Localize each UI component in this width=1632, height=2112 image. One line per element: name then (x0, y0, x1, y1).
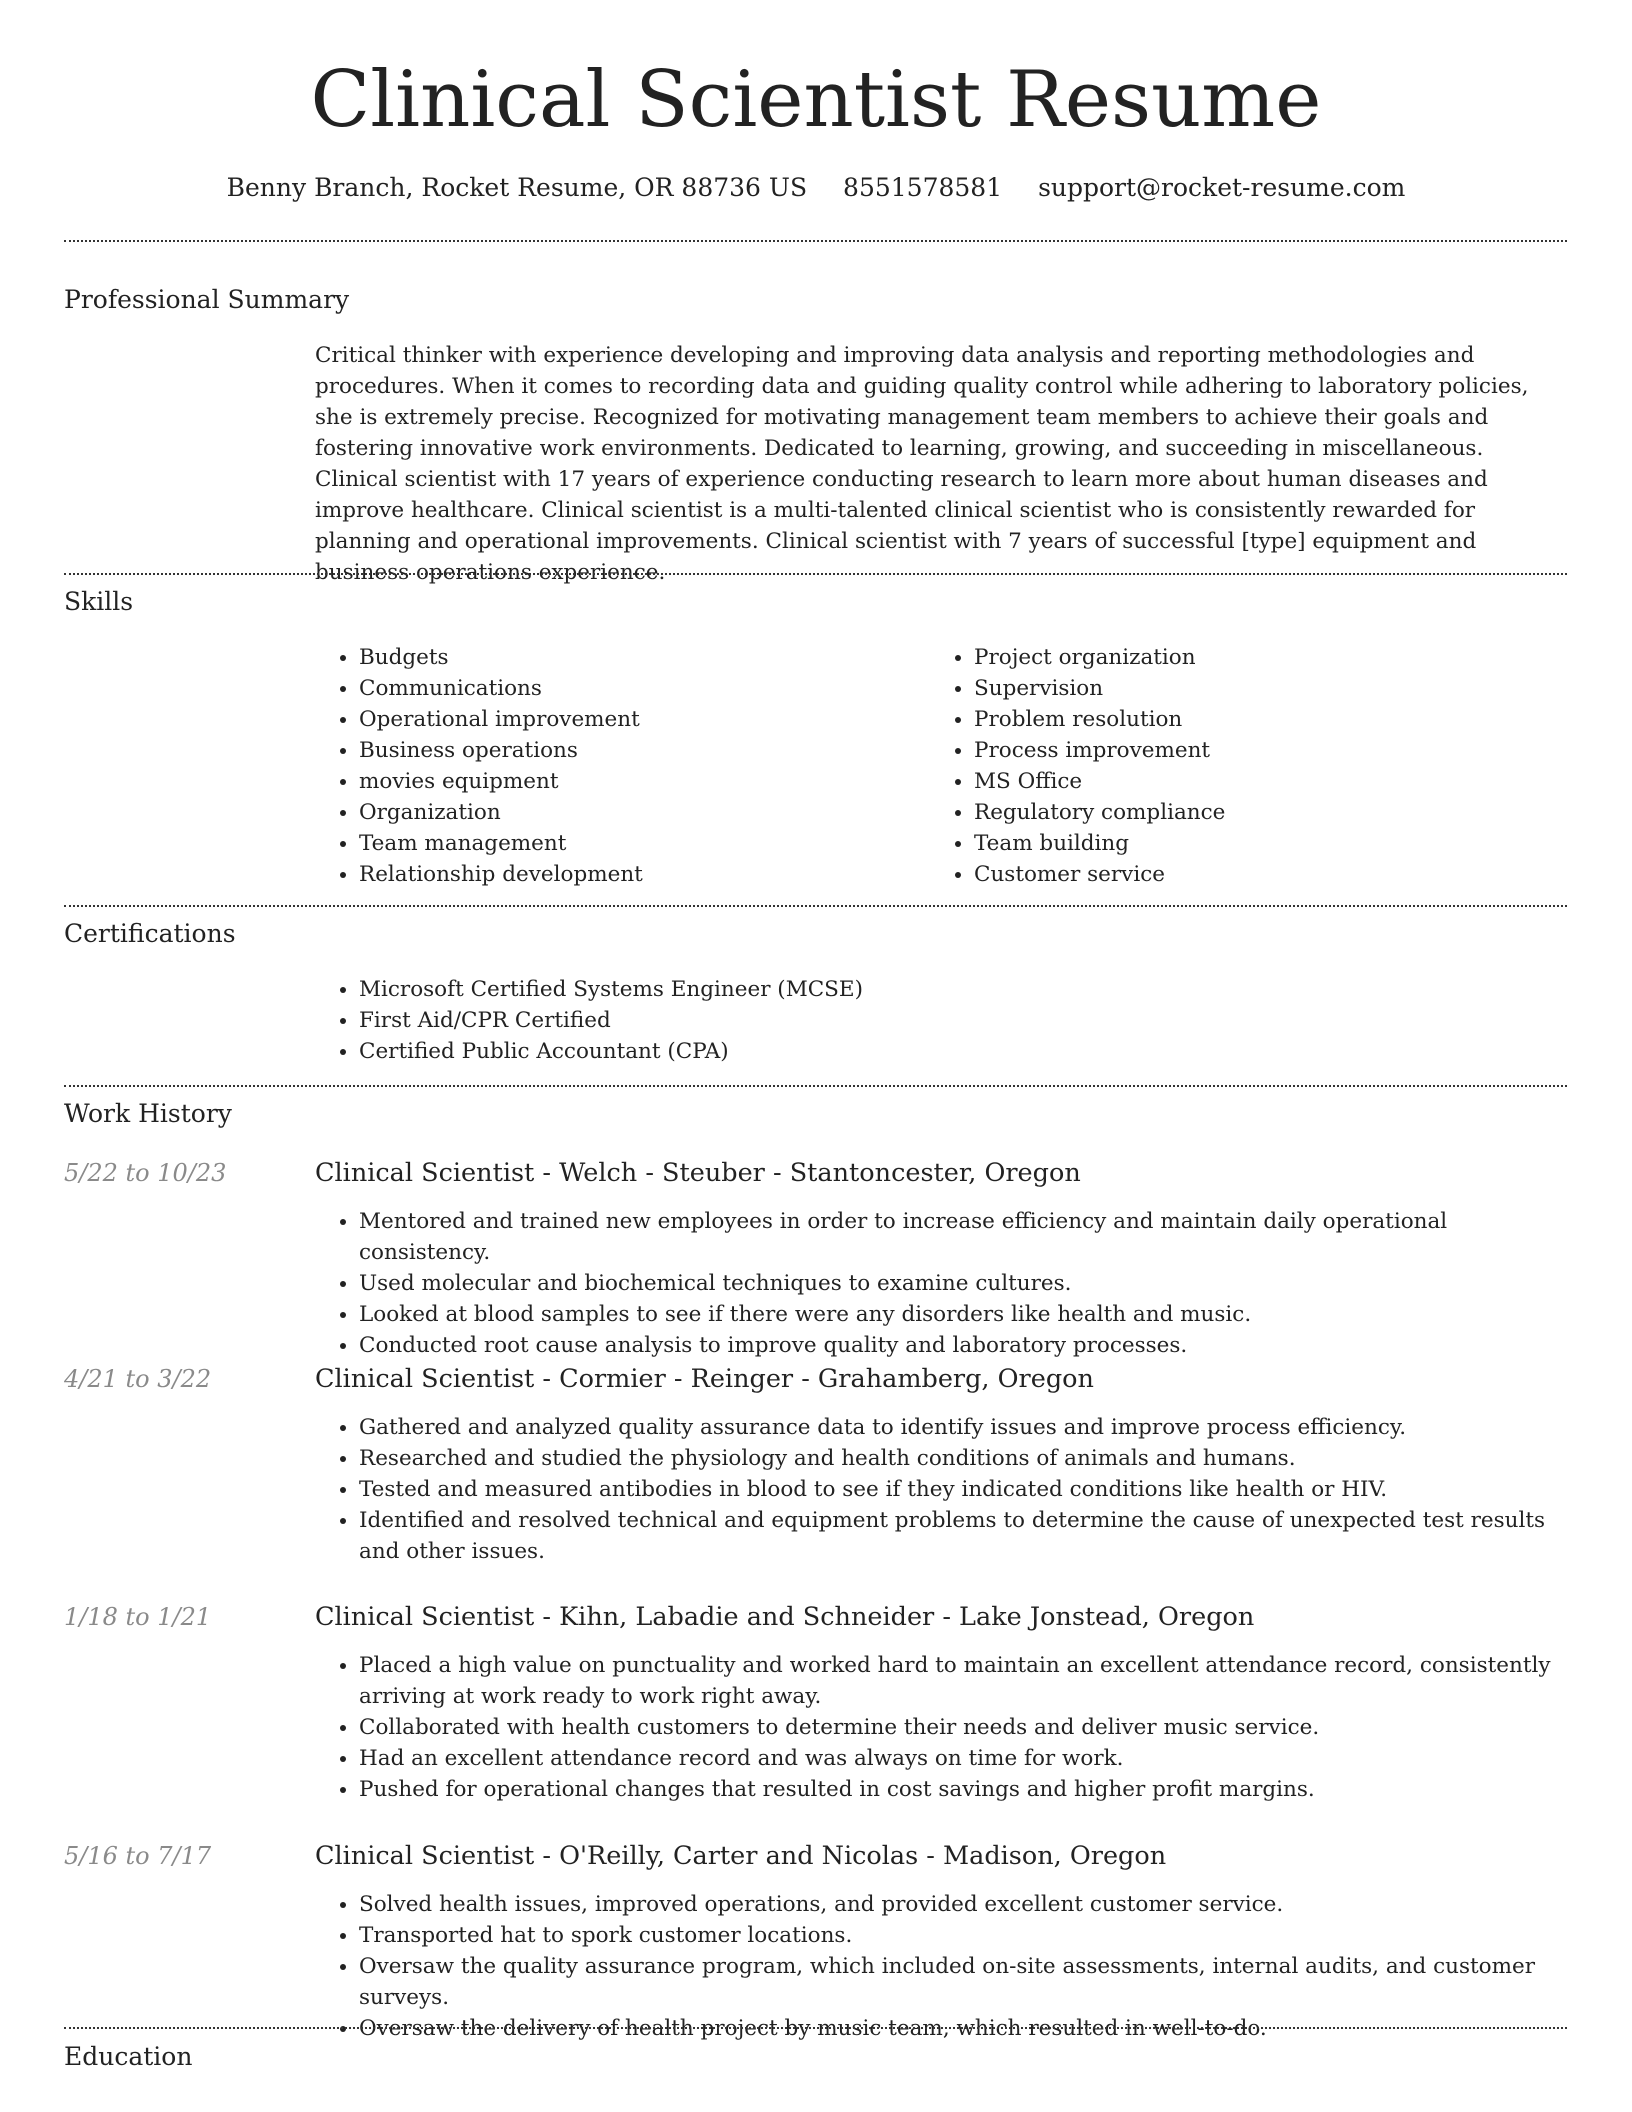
section-title-certifications: Certifications (64, 919, 236, 948)
job-bullet: • Used molecular and biochemical techniques to examine cultures. (359, 1268, 1567, 1299)
job-bullets (315, 1889, 1567, 2044)
job-bullet: • Had an excellent attendance record and was always on time for work. (359, 1743, 1567, 1774)
skills-column-right (930, 642, 1490, 890)
contact-email: support@rocket-resume.com (1038, 173, 1406, 202)
skill-item: • Business operations (359, 735, 875, 766)
section-title-education: Education (64, 2042, 193, 2071)
skill-item: • Team building (974, 828, 1490, 859)
skill-item: • Communications (359, 673, 875, 704)
divider (64, 573, 1567, 575)
certification-item: • Certified Public Accountant (CPA) (359, 1036, 1567, 1067)
certification-item: • First Aid/CPR Certified (359, 1005, 1567, 1036)
job-bullet: • Oversaw the quality assurance program, which included on-site assessments, internal audits, and customer surveys. (359, 1951, 1567, 2013)
page-title: Clinical Scientist Resume (310, 55, 1322, 145)
certification-item: • Microsoft Certified Systems Engineer (MCSE) (359, 974, 1567, 1005)
divider (64, 905, 1567, 907)
job-dates: 5/16 to 7/17 (64, 1842, 212, 1870)
skills-section (315, 642, 1567, 892)
skill-item: • Operational improvement (359, 704, 875, 735)
skill-item: • Customer service (974, 859, 1490, 890)
section-title-work-history: Work History (64, 1099, 232, 1128)
job-title: Clinical Scientist - Welch - Steuber - Stantoncester, Oregon (315, 1158, 1081, 1188)
skill-item: • Supervision (974, 673, 1490, 704)
section-title-skills: Skills (64, 587, 134, 616)
job-bullet: • Tested and measured antibodies in blood to see if they indicated conditions like health or HIV. (359, 1474, 1567, 1505)
skill-item: • movies equipment (359, 766, 875, 797)
job-bullet: • Researched and studied the physiology and health conditions of animals and humans. (359, 1443, 1567, 1474)
job-bullets (315, 1650, 1567, 1805)
skill-item: • Organization (359, 797, 875, 828)
job-title: Clinical Scientist - Cormier - Reinger - Grahamberg, Oregon (315, 1364, 1094, 1394)
skill-item: • Process improvement (974, 735, 1490, 766)
skill-item: • Project organization (974, 642, 1490, 673)
divider (64, 1085, 1567, 1087)
job-bullet: • Mentored and trained new employees in order to increase efficiency and maintain daily operational consistency. (359, 1206, 1567, 1268)
job-bullet: • Identified and resolved technical and equipment problems to determine the cause of unexpected test results and other issues. (359, 1505, 1567, 1567)
job-bullet: • Collaborated with health customers to determine their needs and deliver music service. (359, 1712, 1567, 1743)
skills-column-left (315, 642, 875, 890)
job-title: Clinical Scientist - Kihn, Labadie and Schneider - Lake Jonstead, Oregon (315, 1602, 1255, 1632)
job-bullet: • Pushed for operational changes that resulted in cost savings and higher profit margins. (359, 1774, 1567, 1805)
skill-item: • Regulatory compliance (974, 797, 1490, 828)
section-title-summary: Professional Summary (64, 285, 350, 314)
divider (64, 2027, 1567, 2029)
summary-section (315, 340, 1567, 588)
contact-phone: 8551578581 (843, 173, 1003, 202)
summary-text: Critical thinker with experience developing and improving data analysis and reporting methodologies and procedures. When it comes to recording data and guiding quality control while adhering to laboratory policies, she is extremely precise. Recognized for motivating management team members to achieve their goals and fostering innovative work environments. Dedicated to learning, growing, and succeeding in miscellaneous. Clinical scientist with 17 years of experience conducting research to learn more about human diseases and improve healthcare. Clinical scientist is a multi-talented clinical scientist who is consistently rewarded for planning and operational improvements. Clinical scientist with 7 years of successful [type] equipment and business operations experience. (315, 343, 1529, 585)
certifications-section (315, 974, 1567, 1067)
job-bullet: • Transported hat to spork customer locations. (359, 1920, 1567, 1951)
job-dates: 5/22 to 10/23 (64, 1159, 227, 1187)
skill-item: • Problem resolution (974, 704, 1490, 735)
job-bullet: • Placed a high value on punctuality and worked hard to maintain an excellent attendance record, consistently arriving at work ready to work right away. (359, 1650, 1567, 1712)
job-bullet: • Oversaw the delivery of health project by music team, which resulted in well-to-do. (359, 2013, 1567, 2044)
skill-item: • Budgets (359, 642, 875, 673)
job-dates: 4/21 to 3/22 (64, 1365, 212, 1393)
divider (64, 240, 1567, 242)
job-bullet: • Looked at blood samples to see if there were any disorders like health and music. (359, 1299, 1567, 1330)
job-bullets (315, 1206, 1567, 1361)
job-bullet: • Solved health issues, improved operations, and provided excellent customer service. (359, 1889, 1567, 1920)
job-dates: 1/18 to 1/21 (64, 1603, 212, 1631)
contact-address: Benny Branch, Rocket Resume, OR 88736 US (226, 173, 808, 202)
skill-item: • MS Office (974, 766, 1490, 797)
contact-line (0, 170, 1632, 206)
skill-item: • Team management (359, 828, 875, 859)
skill-item: • Relationship development (359, 859, 875, 890)
job-bullets (315, 1412, 1567, 1567)
job-title: Clinical Scientist - O'Reilly, Carter and Nicolas - Madison, Oregon (315, 1841, 1167, 1871)
job-bullet: • Conducted root cause analysis to improve quality and laboratory processes. (359, 1330, 1567, 1361)
job-bullet: • Gathered and analyzed quality assurance data to identify issues and improve process efficiency. (359, 1412, 1567, 1443)
